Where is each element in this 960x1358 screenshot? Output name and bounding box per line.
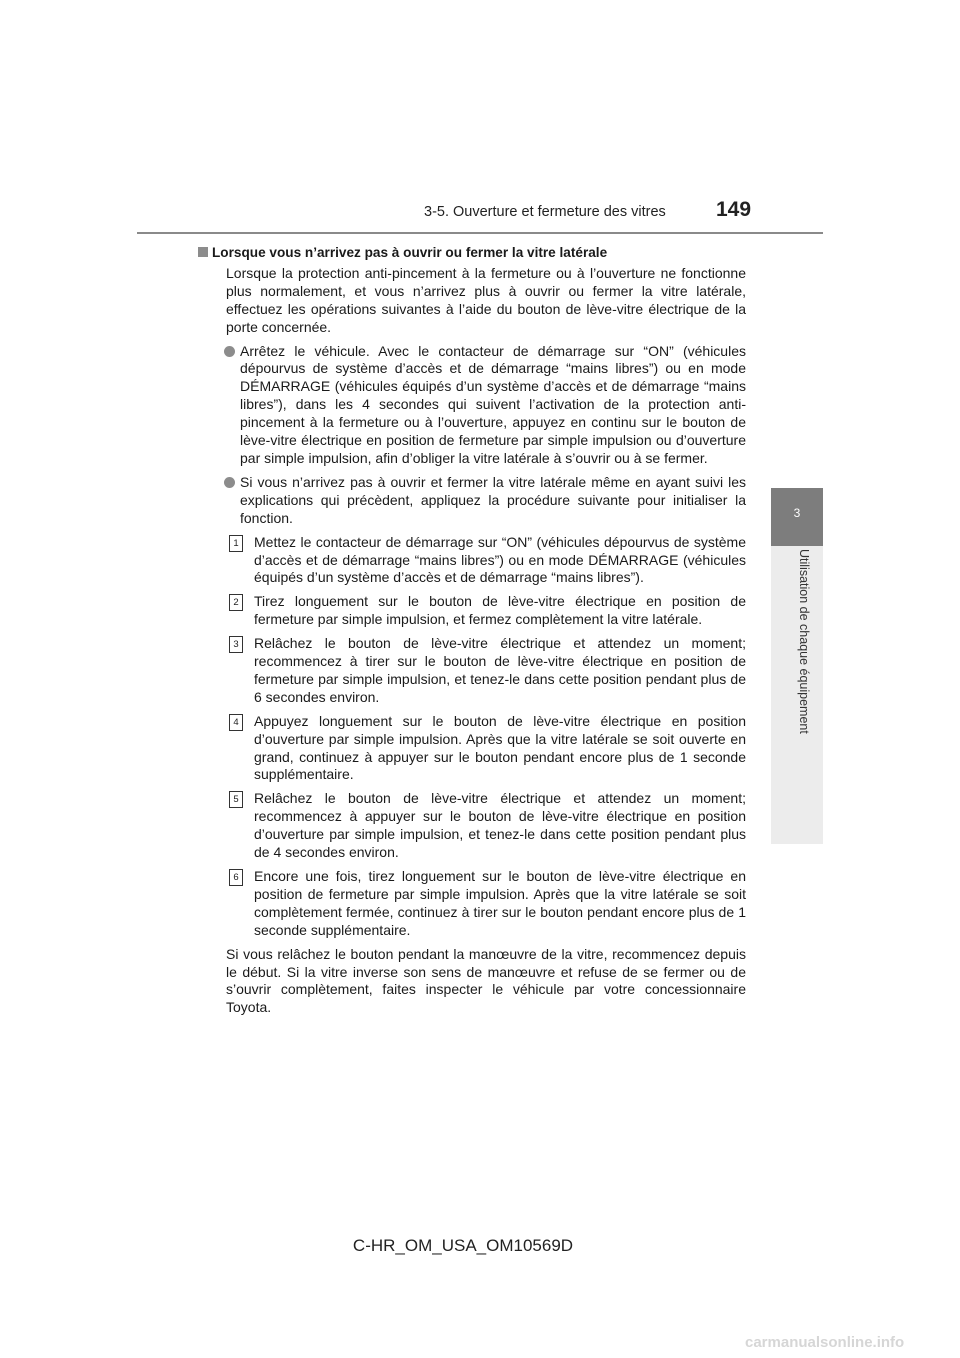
step-number-badge: 6	[229, 869, 243, 886]
bullet-text: Arrêtez le véhicule. Avec le contacteur de démarrage sur “ON” (véhicules dépourvus de système d’accès et de démarrage “mains libres”) ou en mode DÉMARRAGE (véhicules équipés d’un système d’accès et de démarrage “mains libres”), dans les 4 secondes qui suivent l’activation de la protection anti-pincement à la fermeture ou à l’ouverture, appuyez en continu sur le bouton de lève-vitre électrique en position de fermeture par simple impulsion ou d’ouverture par simple impulsion, afin d’obliger la vitre latérale à s’ouvrir ou à se fermer.	[240, 342, 746, 466]
step-number-badge: 2	[229, 594, 243, 611]
side-tab-number: 3	[793, 506, 801, 520]
section-heading-text: Lorsque vous n’arrivez pas à ouvrir ou fermer la vitre latérale	[212, 245, 608, 260]
step-number-badge: 5	[229, 791, 243, 808]
step-text: Tirez longuement sur le bouton de lève-vitre électrique en position de fermeture par simple impulsion, et fermez complètement la vitre latérale.	[254, 593, 746, 628]
bullet-dot-icon	[224, 346, 235, 357]
section-heading	[212, 244, 746, 262]
step-text: Relâchez le bouton de lève-vitre électrique et attendez un moment; recommencez à appuyer sur le bouton de lève-vitre électrique en position d’ouverture par simple impulsion, et tenez-le dans cette position pendant plus de 4 secondes environ.	[254, 790, 746, 861]
watermark: carmanualsonline.info	[745, 1334, 905, 1351]
step-item	[212, 713, 746, 785]
heading-square-icon	[198, 247, 208, 257]
footer-code-text: C-HR_OM_USA_OM10569D	[352, 1236, 574, 1255]
footer-code	[0, 1236, 716, 1256]
bullet-dot-icon	[224, 477, 235, 488]
header-rule	[137, 232, 823, 234]
bullet-text: Si vous n’arrivez pas à ouvrir et fermer la vitre latérale même en ayant suivi les explications qui précèdent, appliquez la procédure suivante pour initialiser la fonction.	[240, 473, 746, 526]
content	[212, 244, 746, 1017]
step-number-badge: 1	[229, 535, 243, 552]
step-text: Encore une fois, tirez longuement sur le bouton de lève-vitre électrique en position de fermeture par simple impulsion. Après que la vitre latérale se soit complètement fermée, continuez à tirer sur le bouton pendant encore plus de 1 seconde supplémentaire.	[254, 868, 746, 938]
step-item	[212, 635, 746, 707]
intro-paragraph: Lorsque la protection anti-pincement à la fermeture ou à l’ouverture ne fonctionne plus normalement, et vous n’arrivez plus à ouvrir ou fermer la vitre latérale, effectuez les opérations suivantes à l’aide du bouton de lève-vitre électrique de la porte concernée.	[226, 264, 746, 335]
step-text: Relâchez le bouton de lève-vitre électrique et attendez un moment; recommencez à tirer sur le bouton de lève-vitre électrique en position de fermeture par simple impulsion, et tenez-le dans cette position pendant plus de 6 secondes environ.	[254, 635, 746, 705]
side-tab-label: Utilisation de chaque équipement	[797, 549, 811, 734]
step-item	[212, 593, 746, 629]
step-item	[212, 868, 746, 940]
header-section-title: 3-5. Ouverture et fermeture des vitres	[424, 204, 666, 220]
step-item	[212, 534, 746, 588]
step-item	[212, 790, 746, 862]
bullet-item	[212, 343, 746, 468]
outro-paragraph: Si vous relâchez le bouton pendant la manœuvre de la vitre, recommencez depuis le début. Si la vitre inverse son sens de manœuvre et refuse de se fermer ou de s’ouvrir complètement, faites inspecter le véhicule par votre concessionnaire Toyota.	[226, 945, 746, 1016]
step-text: Mettez le contacteur de démarrage sur “ON” (véhicules dépourvus de système d’accès et de démarrage “mains libres”) ou en mode DÉMARRAGE (véhicules équipés d’un système d’accès et de démarrage “mains libres”).	[254, 533, 746, 586]
page-number: 149	[716, 198, 752, 221]
step-number-badge: 4	[229, 714, 243, 731]
bullet-item	[212, 474, 746, 528]
step-number-badge: 3	[229, 636, 243, 653]
step-text: Appuyez longuement sur le bouton de lève-vitre électrique en position d’ouverture par simple impulsion. Après que la vitre latérale se soit ouverte en grand, continuez à appuyer sur le bouton pendant encore plus de 1 seconde supplémentaire.	[254, 712, 746, 783]
